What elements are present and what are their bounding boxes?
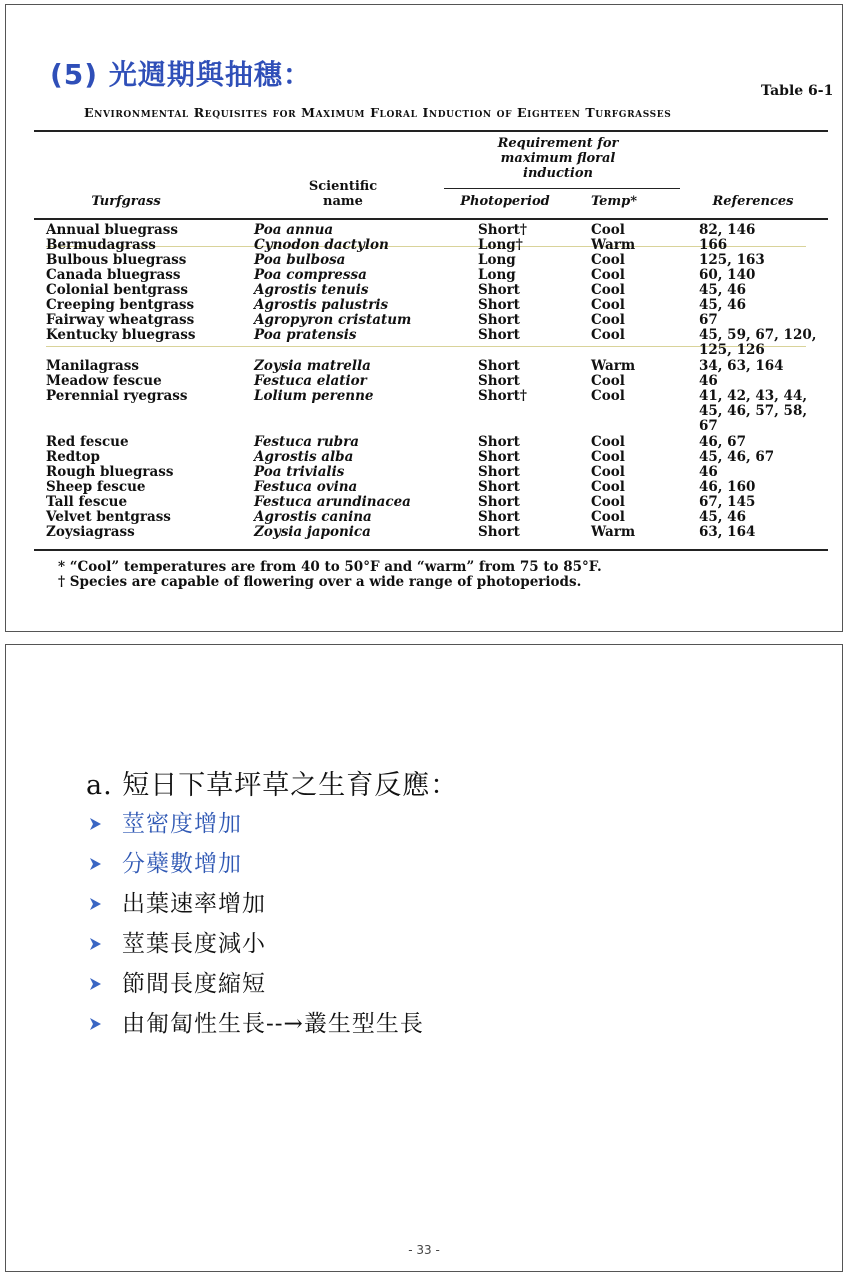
cell-references: 45, 46 xyxy=(699,509,746,525)
list-item xyxy=(86,927,424,967)
cell-scientific: Festuca arundinacea xyxy=(254,494,411,510)
cell-references: 45, 46 xyxy=(699,282,746,298)
cell-turfgrass: Bulbous bluegrass xyxy=(46,252,187,268)
cell-photoperiod: Short xyxy=(478,464,520,480)
cell-photoperiod: Short xyxy=(478,449,520,465)
list-item-text: 出葉速率增加 xyxy=(122,891,266,917)
cell-references: 46, 67 xyxy=(699,434,746,450)
cell-turfgrass: Canada bluegrass xyxy=(46,267,181,283)
bullet-arrow-icon xyxy=(86,807,106,841)
list-item-text: 莖密度增加 xyxy=(122,811,242,837)
slide-table xyxy=(5,4,843,632)
list-item xyxy=(86,807,424,847)
cell-references: 46, 160 xyxy=(699,479,756,495)
list-item-text: 莖葉長度減小 xyxy=(122,931,266,957)
cell-temp: Cool xyxy=(591,494,625,510)
cell-photoperiod: Long† xyxy=(478,237,523,253)
cell-photoperiod: Long xyxy=(478,267,516,283)
cell-temp: Cool xyxy=(591,312,625,328)
list-item-text: 節間長度縮短 xyxy=(122,971,266,997)
list-item xyxy=(86,967,424,1007)
cell-temp: Cool xyxy=(591,434,625,450)
cell-scientific: Poa bulbosa xyxy=(254,252,346,268)
cell-scientific: Poa pratensis xyxy=(254,327,357,343)
cell-turfgrass: Redtop xyxy=(46,449,100,465)
cell-scientific: Zoysia japonica xyxy=(254,524,371,540)
cell-references: 46 xyxy=(699,464,718,480)
header-temp: Temp* xyxy=(590,194,638,209)
cell-turfgrass: Bermudagrass xyxy=(46,237,156,253)
cell-photoperiod: Short xyxy=(478,373,520,389)
cell-photoperiod: Short xyxy=(478,524,520,540)
cell-scientific: Festuca elatior xyxy=(254,373,367,389)
cell-temp: Warm xyxy=(591,358,636,374)
response-list xyxy=(86,807,424,1047)
bullet-arrow-icon xyxy=(86,847,106,881)
table-top-rule xyxy=(34,130,828,132)
cell-photoperiod: Short xyxy=(478,479,520,495)
cell-turfgrass: Fairway wheatgrass xyxy=(46,312,195,328)
cell-turfgrass: Tall fescue xyxy=(46,494,128,510)
cell-photoperiod: Short xyxy=(478,509,520,525)
cell-photoperiod: Short† xyxy=(478,388,527,404)
footnote-photoperiod: † Species are capable of flowering over a wide range of photoperiods. xyxy=(58,574,582,590)
cell-references: 41, 42, 43, 44, 45, 46, 57, 58, 67 xyxy=(699,388,808,434)
cell-turfgrass: Colonial bentgrass xyxy=(46,282,188,298)
header-bottom-rule xyxy=(34,218,828,220)
cell-photoperiod: Short xyxy=(478,282,520,298)
footnote-temperature: * “Cool” temperatures are from 40 to 50°F and “warm” from 75 to 85°F. xyxy=(58,559,602,575)
cell-scientific: Agrostis canina xyxy=(254,509,372,525)
cell-turfgrass: Perennial ryegrass xyxy=(46,388,188,404)
cell-references: 60, 140 xyxy=(699,267,756,283)
header-scientific: Scientific name xyxy=(308,179,378,209)
cell-turfgrass: Rough bluegrass xyxy=(46,464,174,480)
cell-photoperiod: Short xyxy=(478,327,520,343)
bullet-arrow-icon xyxy=(86,1007,106,1041)
cell-turfgrass: Red fescue xyxy=(46,434,129,450)
cell-temp: Cool xyxy=(591,252,625,268)
cell-temp: Warm xyxy=(591,237,636,253)
cell-photoperiod: Short xyxy=(478,358,520,374)
cell-turfgrass: Velvet bentgrass xyxy=(46,509,171,525)
cell-temp: Cool xyxy=(591,327,625,343)
cell-temp: Cool xyxy=(591,449,625,465)
cell-temp: Cool xyxy=(591,297,625,313)
cell-references: 82, 146 xyxy=(699,222,756,238)
cell-scientific: Zoysia matrella xyxy=(254,358,371,374)
header-requirement: Requirement for maximum floral induction xyxy=(497,136,619,181)
cell-scientific: Lolium perenne xyxy=(254,388,374,404)
cell-references: 46 xyxy=(699,373,718,389)
cell-temp: Cool xyxy=(591,388,625,404)
cell-turfgrass: Zoysiagrass xyxy=(46,524,135,540)
cell-scientific: Agrostis palustris xyxy=(254,297,389,313)
cell-photoperiod: Short xyxy=(478,434,520,450)
cell-references: 45, 59, 67, 120, 125, 126 xyxy=(699,327,817,358)
cell-turfgrass: Meadow fescue xyxy=(46,373,162,389)
cell-temp: Cool xyxy=(591,509,625,525)
cell-temp: Cool xyxy=(591,222,625,238)
header-turfgrass: Turfgrass xyxy=(91,194,161,209)
cell-turfgrass: Kentucky bluegrass xyxy=(46,327,196,343)
cell-turfgrass: Creeping bentgrass xyxy=(46,297,195,313)
cell-references: 45, 46, 67 xyxy=(699,449,775,465)
cell-turfgrass: Manilagrass xyxy=(46,358,140,374)
list-item xyxy=(86,1007,424,1047)
row-highlight-line xyxy=(46,246,806,247)
header-photoperiod: Photoperiod xyxy=(460,194,550,209)
cell-references: 67 xyxy=(699,312,718,328)
cell-scientific: Cynodon dactylon xyxy=(254,237,389,253)
cell-scientific: Poa trivialis xyxy=(254,464,345,480)
cell-references: 125, 163 xyxy=(699,252,765,268)
table-number: Table 6-1 xyxy=(761,83,834,99)
cell-photoperiod: Long xyxy=(478,252,516,268)
cell-references: 45, 46 xyxy=(699,297,746,313)
cell-temp: Warm xyxy=(591,524,636,540)
cell-photoperiod: Short xyxy=(478,494,520,510)
bullet-arrow-icon xyxy=(86,927,106,961)
bullet-arrow-icon xyxy=(86,967,106,1001)
cell-scientific: Festuca rubra xyxy=(254,434,359,450)
cell-temp: Cool xyxy=(591,479,625,495)
table-bottom-rule xyxy=(34,549,828,551)
cell-temp: Cool xyxy=(591,282,625,298)
cell-turfgrass: Annual bluegrass xyxy=(46,222,178,238)
page-number: - 33 - xyxy=(408,1243,440,1257)
section-heading: a. 短日下草坪草之生育反應： xyxy=(86,770,459,801)
header-references: References xyxy=(712,194,794,209)
cell-temp: Cool xyxy=(591,267,625,283)
slide-short-day-response xyxy=(5,644,843,1272)
cell-photoperiod: Short† xyxy=(478,222,527,238)
cell-photoperiod: Short xyxy=(478,297,520,313)
cell-references: 166 xyxy=(699,237,728,253)
cell-turfgrass: Sheep fescue xyxy=(46,479,146,495)
cell-photoperiod: Short xyxy=(478,312,520,328)
requirement-rule xyxy=(444,188,680,189)
cell-scientific: Agrostis tenuis xyxy=(254,282,369,298)
cell-scientific: Agropyron cristatum xyxy=(254,312,412,328)
cell-temp: Cool xyxy=(591,464,625,480)
cell-scientific: Poa annua xyxy=(254,222,334,238)
list-item-text: 分蘗數增加 xyxy=(122,851,242,877)
cell-scientific: Festuca ovina xyxy=(254,479,358,495)
table-caption: Environmental Requisites for Maximum Floral Induction of Eighteen Turfgrasses xyxy=(84,105,672,120)
cell-scientific: Agrostis alba xyxy=(254,449,354,465)
cell-scientific: Poa compressa xyxy=(254,267,367,283)
cell-references: 67, 145 xyxy=(699,494,756,510)
cell-temp: Cool xyxy=(591,373,625,389)
cell-references: 63, 164 xyxy=(699,524,756,540)
list-item xyxy=(86,847,424,887)
slide-title: (5) 光週期與抽穗： xyxy=(50,58,312,91)
row-highlight-line xyxy=(46,346,806,347)
cell-references: 34, 63, 164 xyxy=(699,358,784,374)
bullet-arrow-icon xyxy=(86,887,106,921)
list-item-text: 由匍匐性生長--→叢生型生長 xyxy=(122,1011,424,1037)
list-item xyxy=(86,887,424,927)
